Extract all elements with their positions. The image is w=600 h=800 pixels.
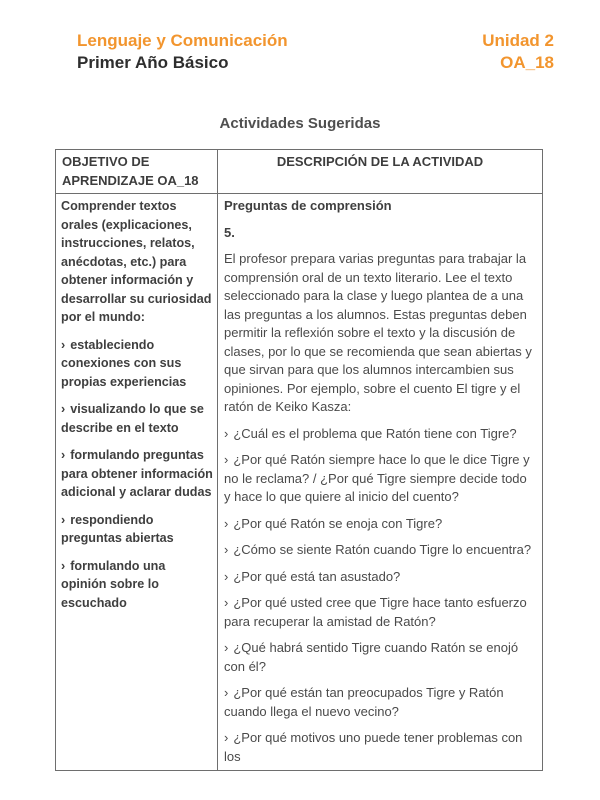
bullet-marker: ›	[61, 558, 66, 573]
bullet-marker: ›	[224, 730, 229, 745]
objective-cell	[56, 194, 218, 771]
activity-question-text: ¿Cómo se siente Ratón cuando Tigre lo encuentra?	[233, 542, 532, 557]
bullet-marker: ›	[224, 568, 229, 584]
activity-question	[224, 594, 536, 631]
objective-bullet	[61, 511, 213, 548]
activity-question-text: ¿Por qué está tan asustado?	[233, 568, 401, 584]
bullet-marker: ›	[61, 512, 66, 527]
bullet-marker: ›	[61, 448, 66, 462]
header-left-block	[77, 30, 288, 74]
objective-bullet-text: formulando una opinión sobre lo escuchado	[61, 558, 166, 610]
activities-table	[55, 149, 543, 771]
objective-bullet-text: respondiendo preguntas abiertas	[61, 512, 174, 545]
page-title: Actividades Sugeridas	[219, 115, 381, 132]
objective-bullet	[61, 400, 213, 437]
activity-item-number: 5.	[224, 224, 235, 240]
activity-question-text: ¿Por qué Ratón siempre hace lo que le dice Tigre y no le reclama? / ¿Por qué Tigre siempre decide todo y hace lo que quiere al inicio del cuento?	[224, 452, 530, 504]
activity-question-text: ¿Por qué Ratón se enoja con Tigre?	[233, 515, 443, 531]
bullet-marker: ›	[224, 515, 229, 531]
objective-bullet-text: formulando preguntas para obtener información adicional y aclarar dudas	[61, 448, 213, 499]
activity-question-text: ¿Cuál es el problema que Ratón tiene con Tigre?	[233, 425, 517, 441]
activity-question	[224, 515, 536, 534]
activity-question-text: ¿Por qué usted cree que Tigre hace tanto esfuerzo para recuperar la amistad de Ratón?	[224, 595, 527, 629]
activity-question	[224, 684, 536, 721]
table-header-row	[56, 150, 543, 194]
bullet-marker: ›	[224, 425, 229, 441]
bullet-marker: ›	[224, 685, 229, 700]
activity-question	[224, 568, 536, 587]
objective-bullet	[61, 446, 213, 502]
bullet-marker: ›	[224, 640, 229, 655]
activity-heading: Preguntas de comprensión	[224, 198, 392, 213]
objective-bullet-text: visualizando lo que se describe en el texto	[61, 402, 204, 435]
subject-title: Lenguaje y Comunicación	[77, 31, 288, 50]
objective-bullet	[61, 557, 213, 613]
bullet-marker: ›	[61, 337, 66, 352]
activity-question	[224, 541, 536, 560]
activity-question	[224, 639, 536, 676]
activity-question	[224, 729, 536, 766]
unit-label: Unidad 2	[482, 31, 554, 50]
activity-column-header: DESCRIPCIÓN DE LA ACTIVIDAD	[218, 150, 543, 194]
oa-code-label: OA_18	[500, 53, 554, 72]
activity-question-text: ¿Qué habrá sentido Tigre cuando Ratón se enojó con él?	[224, 640, 519, 674]
objective-bullet	[61, 336, 213, 392]
activity-question	[224, 425, 536, 444]
objective-column-header: OBJETIVO DE APRENDIZAJE OA_18	[56, 150, 218, 194]
table-body-row	[56, 194, 543, 771]
activity-intro-paragraph: El profesor prepara varias preguntas para trabajar la comprensión oral de un texto literario. Lee el texto seleccionado para la clase y luego plantea de a una las preguntas a los alumnos. Estas preguntas deben permitir la reflexión sobre el texto y la discusión de clases, por lo que se recomienda que sean abiertas y que sirvan para que los alumnos intercambien sus opiniones. Por ejemplo, sobre el cuento El tigre y el ratón de Keiko Kasza:	[224, 251, 532, 414]
bullet-marker: ›	[61, 402, 66, 416]
bullet-marker: ›	[224, 542, 229, 557]
grade-title: Primer Año Básico	[77, 53, 229, 72]
activity-question-text: ¿Por qué están tan preocupados Tigre y Ratón cuando llega el nuevo vecino?	[224, 685, 504, 719]
header-right-block	[482, 30, 554, 74]
document-header	[0, 0, 600, 74]
activity-question	[224, 451, 536, 507]
objective-bullet-text: estableciendo conexiones con sus propias experiencias	[61, 337, 187, 389]
objective-intro: Comprender textos orales (explicaciones, instrucciones, relatos, anécdotas, etc.) para obtener información y desarrollar su curiosidad por el mundo:	[61, 199, 212, 324]
bullet-marker: ›	[224, 595, 229, 610]
activity-cell	[218, 194, 543, 771]
bullet-marker: ›	[224, 452, 229, 467]
activity-question-text: ¿Por qué motivos uno puede tener problemas con los	[224, 730, 523, 764]
